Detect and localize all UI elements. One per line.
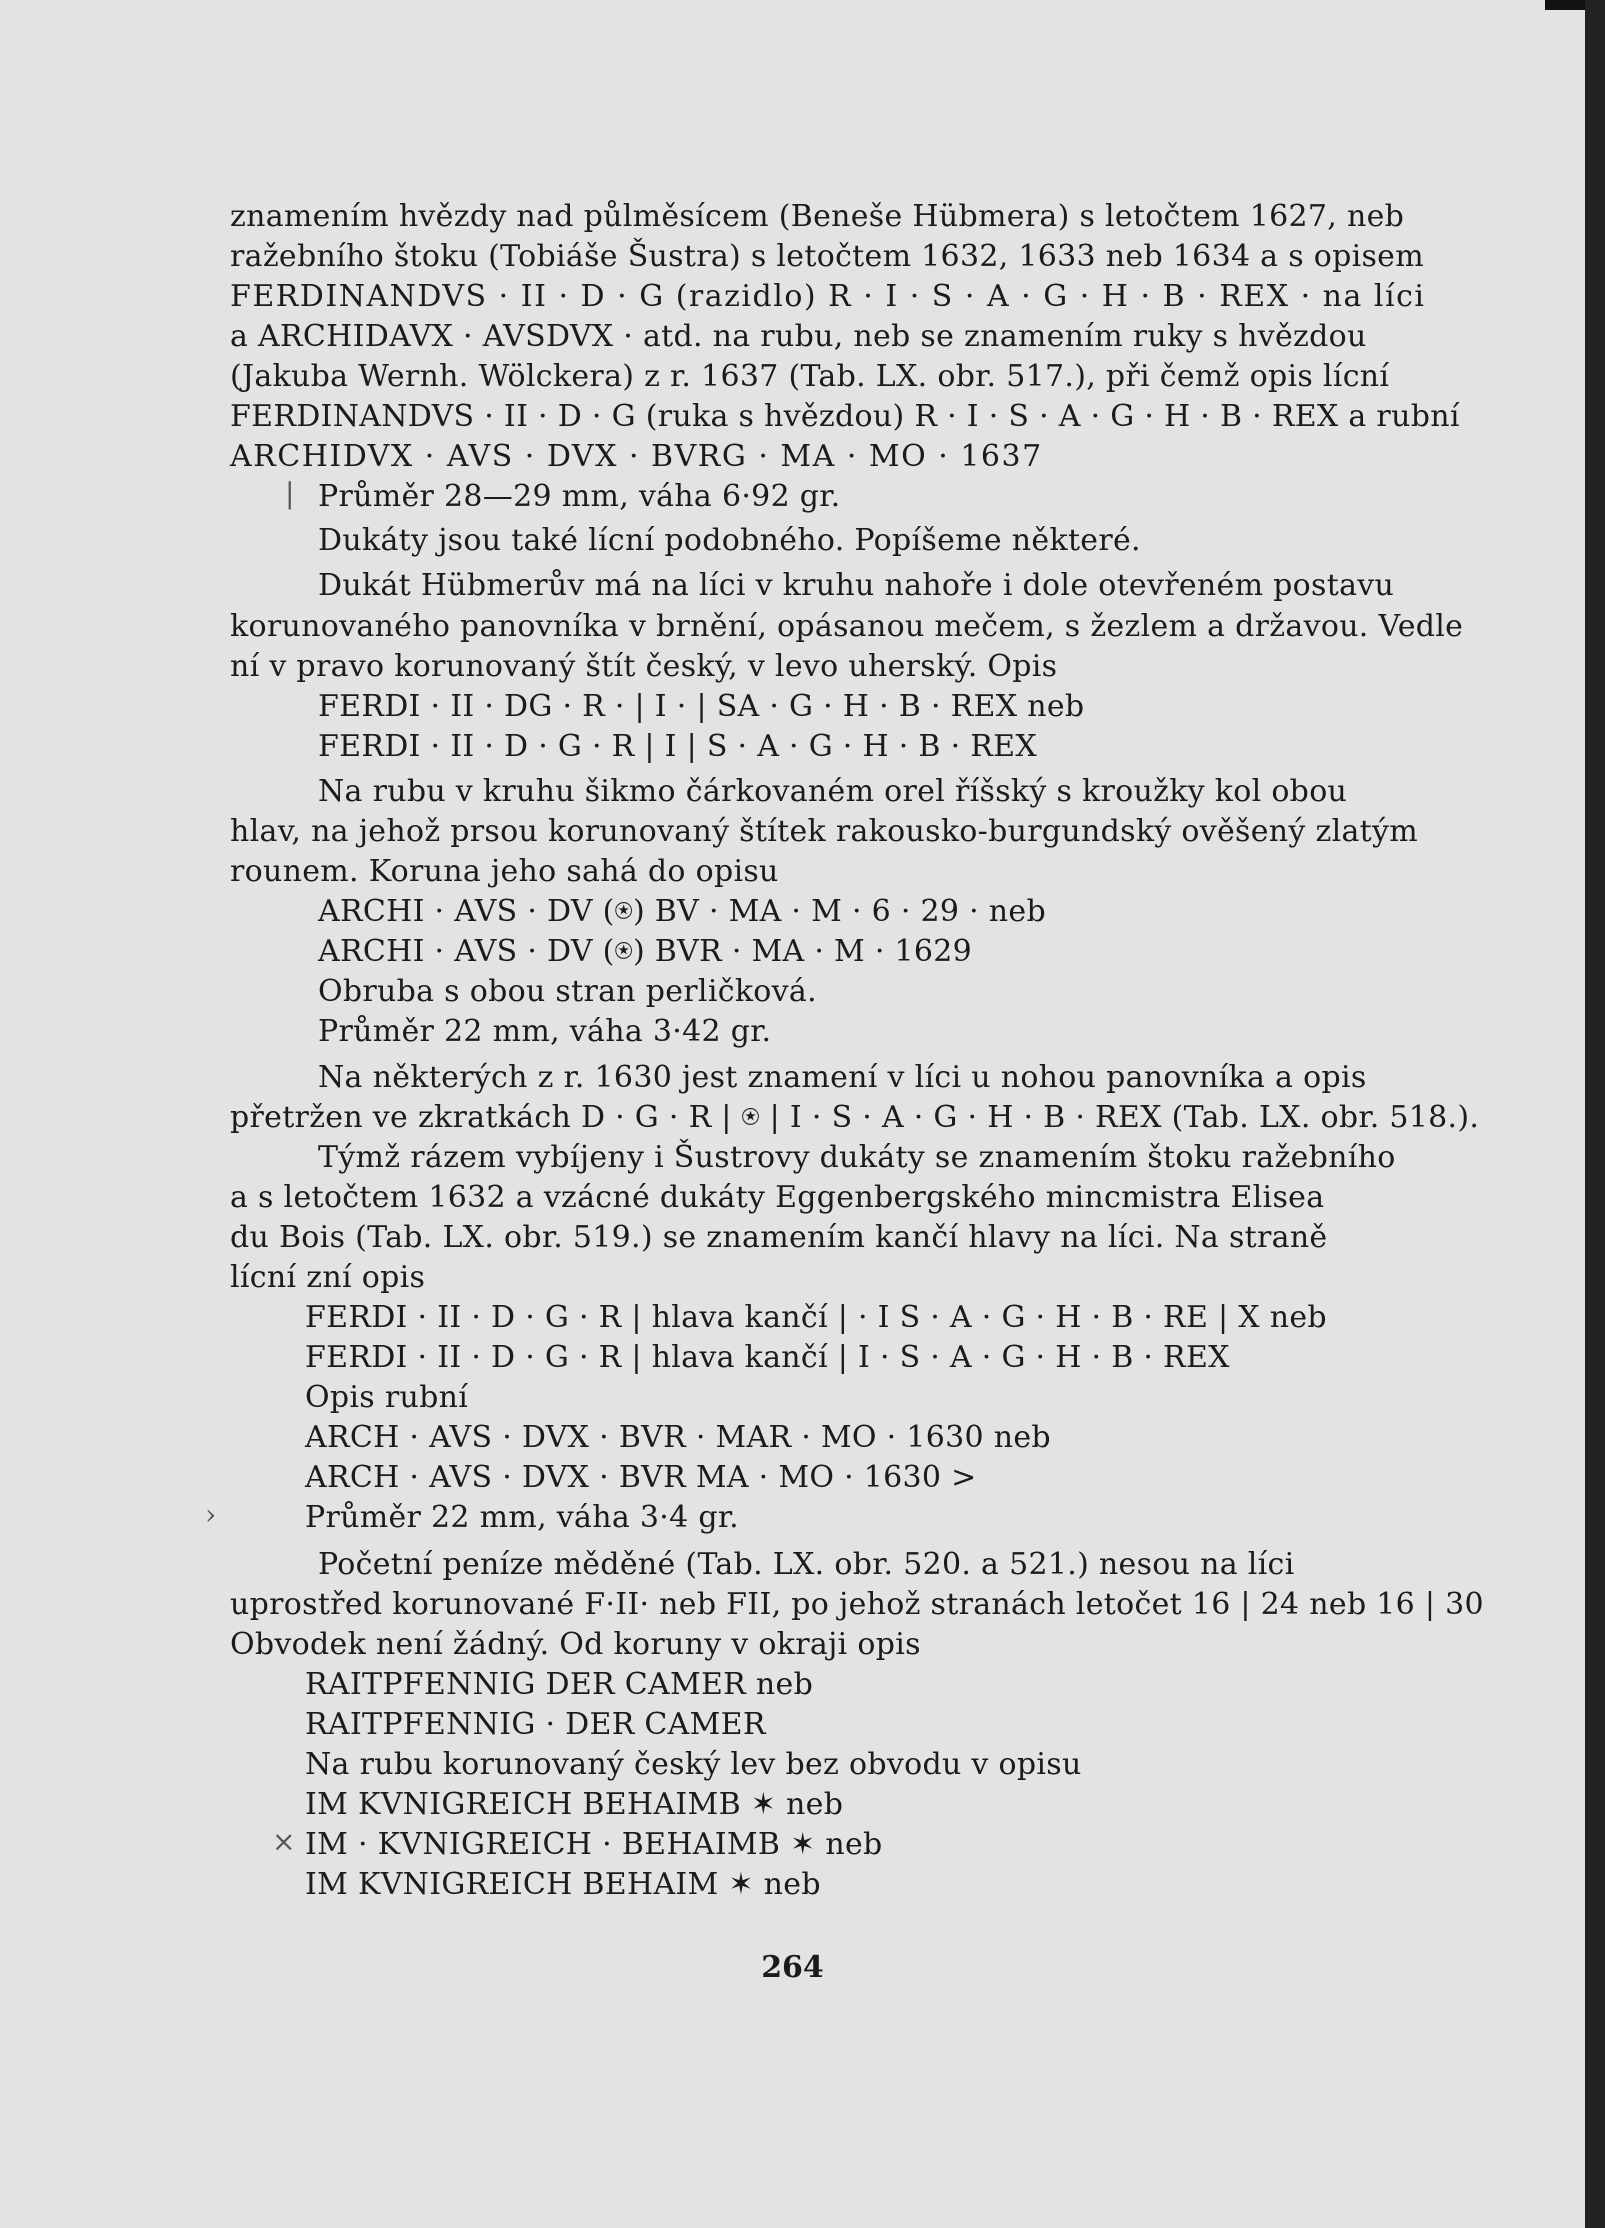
text-line: Týmž rázem vybíjeny i Šustrovy dukáty se znamením štoku ražebního (318, 1140, 1396, 1175)
text-line: ražebního štoku (Tobiáše Šustra) s letočtem 1632, 1633 neb 1634 a s opisem (230, 239, 1424, 274)
text-line: Obvodek není žádný. Od koruny v okraji opis (230, 1627, 921, 1662)
text-line: Dukáty jsou také lícní podobného. Popíšeme některé. (318, 523, 1141, 558)
text-line: Opis rubní (305, 1380, 469, 1415)
text-line: Dukát Hübmerův má na líci v kruhu nahoře i dole otevřeném postavu (318, 568, 1395, 603)
text-line: du Bois (Tab. LX. obr. 519.) se znamením kančí hlavy na líci. Na straně (230, 1220, 1328, 1255)
text-line: Průměr 22 mm, váha 3·42 gr. (318, 1014, 772, 1049)
text-line: a ARCHIDAVX · AVSDVX · atd. na rubu, neb se znamením ruky s hvězdou (230, 319, 1367, 354)
text-line: Početní peníze měděné (Tab. LX. obr. 520. a 521.) nesou na líci (318, 1547, 1295, 1582)
text-line: hlav, na jehož prsou korunovaný štítek rakousko-burgundský ověšený zlatým (230, 814, 1419, 849)
text-line: Průměr 22 mm, váha 3·4 gr. (305, 1500, 740, 1535)
text-line: rounem. Koruna jeho sahá do opisu (230, 854, 779, 889)
margin-mark-cross: × (272, 1825, 296, 1858)
text-line: ARCH · AVS · DVX · BVR MA · MO · 1630 > (305, 1460, 977, 1495)
text-line: uprostřed korunované F·II· neb FII, po jehož stranách letočet 16 | 24 neb 16 | 30 (230, 1587, 1484, 1622)
text-line: Obruba s obou stran perličková. (318, 974, 817, 1009)
text-line: ARCHI · AVS · DV (⍟) BVR · MA · M · 1629 (318, 934, 973, 969)
text-line: ARCHI · AVS · DV (⍟) BV · MA · M · 6 · 29 · neb (318, 894, 1046, 929)
text-line: ARCH · AVS · DVX · BVR · MAR · MO · 1630 neb (305, 1420, 1051, 1455)
scan-edge-right (1585, 0, 1605, 2228)
text-line: IM KVNIGREICH BEHAIMB ✶ neb (305, 1787, 844, 1822)
text-line: (Jakuba Wernh. Wölckera) z r. 1637 (Tab. LX. obr. 517.), při čemž opis lícní (230, 359, 1390, 394)
text-line: Na rubu korunovaný český lev bez obvodu v opisu (305, 1747, 1082, 1782)
text-line: Na rubu v kruhu šikmo čárkovaném orel říšský s kroužky kol obou (318, 774, 1348, 809)
text-line: ARCHIDVX · AVS · DVX · BVRG · MA · MO · 1637 (230, 439, 1043, 474)
text-line: IM KVNIGREICH BEHAIM ✶ neb (305, 1867, 821, 1902)
text-line: FERDI · II · D · G · R | hlava kančí | · I S · A · G · H · B · RE | X neb (305, 1300, 1327, 1335)
margin-mark-bar: | (285, 477, 295, 510)
page-number: 264 (761, 1950, 824, 1985)
text-line: znamením hvězdy nad půlměsícem (Beneše Hübmera) s letočtem 1627, neb (230, 199, 1405, 234)
text-line: přetržen ve zkratkách D · G · R | ⍟ | I · S · A · G · H · B · REX (Tab. LX. obr. 518.). (230, 1100, 1480, 1135)
margin-mark-arrow: › (205, 1498, 217, 1531)
text-line: FERDINANDVS · II · D · G (ruka s hvězdou) R · I · S · A · G · H · B · REX a rubní (230, 399, 1460, 434)
text-line: a s letočtem 1632 a vzácné dukáty Eggenbergského mincmistra Elisea (230, 1180, 1325, 1215)
text-line: korunovaného panovníka v brnění, opásanou mečem, s žezlem a državou. Vedle (230, 609, 1464, 644)
text-line: Průměr 28—29 mm, váha 6·92 gr. (318, 479, 841, 514)
scan-edge-top (1545, 0, 1585, 10)
text-line: FERDI · II · D · G · R | hlava kančí | I · S · A · G · H · B · REX (305, 1340, 1230, 1375)
text-line: ní v pravo korunovaný štít český, v levo uherský. Opis (230, 649, 1058, 684)
text-line: FERDINANDVS · II · D · G (razidlo) R · I · S · A · G · H · B · REX · na líci (230, 279, 1426, 314)
text-line: FERDI · II · D · G · R | I | S · A · G · H · B · REX (318, 729, 1038, 764)
text-line: IM · KVNIGREICH · BEHAIMB ✶ neb (305, 1827, 883, 1862)
text-line: RAITPFENNIG · DER CAMER (305, 1707, 766, 1742)
text-line: RAITPFENNIG DER CAMER neb (305, 1667, 814, 1702)
text-line: Na některých z r. 1630 jest znamení v líci u nohou panovníka a opis (318, 1060, 1367, 1095)
text-line: lícní zní opis (230, 1260, 426, 1295)
text-line: FERDI · II · DG · R · | I · | SA · G · H · B · REX neb (318, 689, 1085, 724)
